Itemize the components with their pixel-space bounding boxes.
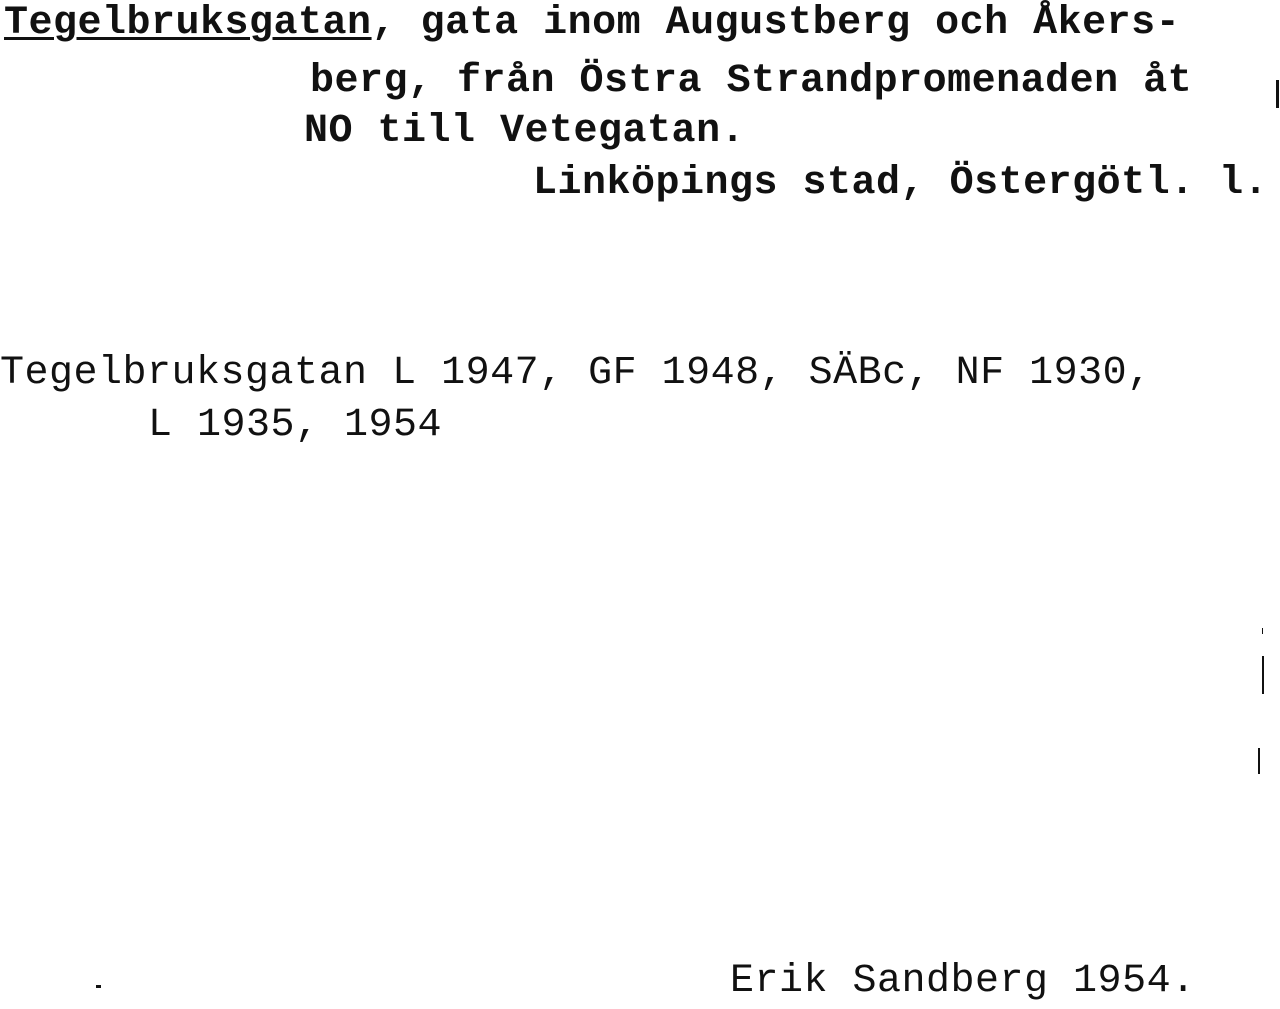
scan-mark [1262, 628, 1263, 634]
scan-mark [1258, 748, 1260, 774]
scan-mark [96, 985, 101, 988]
sources-line-1: Tegelbruksgatan L 1947, GF 1948, SÄBc, NF 1930, [0, 351, 1152, 396]
sources-line-2: L 1935, 1954 [148, 403, 443, 448]
scan-mark [1276, 80, 1279, 108]
location-line: Linköpings stad, Östergötl. l. [533, 161, 1269, 206]
entry-line-1 [4, 1, 1181, 46]
entry-line-2: berg, från Östra Strandpromenaden åt [310, 59, 1193, 104]
entry-line-3: NO till Vetegatan. [304, 109, 746, 154]
scan-mark [1262, 656, 1264, 694]
street-name-heading: Tegelbruksgatan [4, 1, 372, 46]
signature: Erik Sandberg 1954. [730, 959, 1196, 1004]
entry-line-1-rest: , gata inom Augustberg och Åkers- [371, 1, 1181, 46]
